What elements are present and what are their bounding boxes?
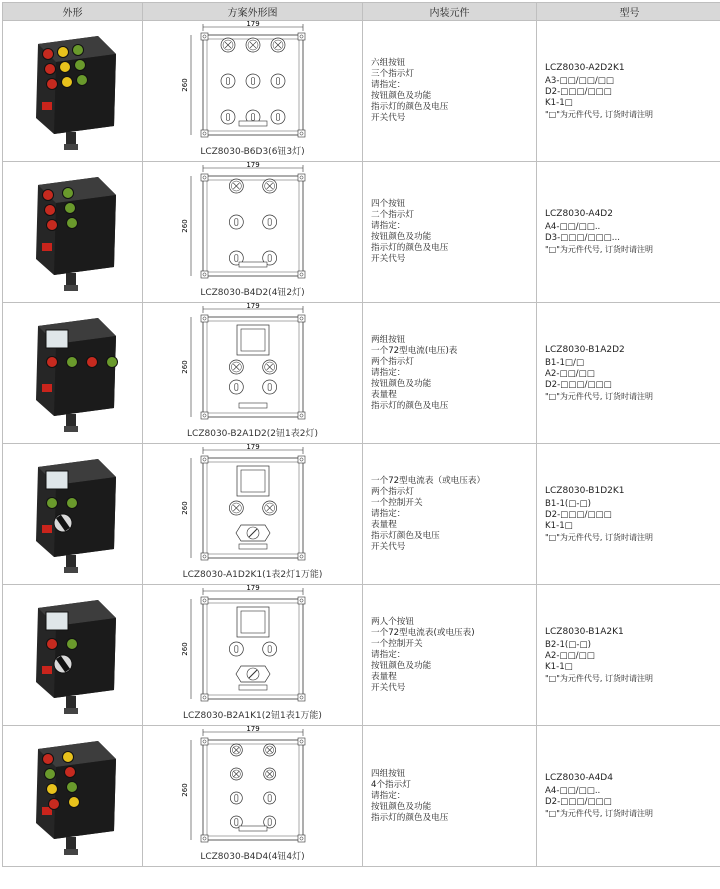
- indicator-lamp: [66, 218, 77, 229]
- component-line: 表量程: [371, 390, 536, 401]
- component-line: 三个指示灯: [371, 69, 536, 80]
- product-photo: [18, 731, 128, 861]
- indicator-lamp: [44, 64, 55, 75]
- model-code-line: D2-□□□/□□□: [545, 380, 720, 391]
- header-model: 型号: [537, 3, 720, 21]
- photo-cell: [3, 726, 143, 867]
- component-line: 请指定：: [371, 509, 536, 520]
- model-number: LCZ8030-B1D2K1: [545, 486, 720, 497]
- indicator-lamp: [46, 220, 57, 231]
- component-line: 按钮颜色及功能: [371, 661, 536, 672]
- indicator-lamp: [46, 498, 57, 509]
- drawing-cell: [143, 21, 363, 162]
- component-line: 按钮颜色及功能: [371, 232, 536, 243]
- warning-plate: [42, 666, 52, 674]
- indicator-lamp: [46, 784, 57, 795]
- component-line: 一个72型电流表（或电压表）: [371, 476, 536, 487]
- model-note: "□"为元件代号, 订货时请注明: [545, 532, 720, 543]
- width-dimension: 179: [246, 444, 259, 451]
- model-code-line: A2-□□/□□: [545, 369, 720, 380]
- model-number: LCZ8030-A4D4: [545, 773, 720, 784]
- indicator-lamp: [42, 754, 53, 765]
- height-dimension: 260: [181, 501, 189, 514]
- model-cell: [537, 585, 720, 726]
- indicator-lamp: [72, 45, 83, 56]
- drawing-caption: LCZ8030-A1D2K1(1表2灯1万能): [143, 567, 362, 580]
- indicator-lamp: [62, 752, 73, 763]
- components-cell: [363, 21, 537, 162]
- photo-cell: [3, 444, 143, 585]
- width-dimension: 179: [246, 303, 259, 310]
- components-cell: [363, 162, 537, 303]
- model-code-line: D3-□□□/□□□...: [545, 233, 720, 244]
- meter-window: [46, 471, 68, 489]
- indicator-lamp: [66, 498, 77, 509]
- drawing-caption: LCZ8030-B2A1K1(2钮1表1万能): [143, 708, 362, 721]
- width-dimension: 179: [246, 21, 259, 28]
- component-line: 一个控制开关: [371, 498, 536, 509]
- warning-plate: [42, 243, 52, 251]
- model-code-line: D2-□□□/□□□: [545, 510, 720, 521]
- component-line: 一个72型电流表(或电压表): [371, 628, 536, 639]
- drawing-caption: LCZ8030-B6D3(6钮3灯): [143, 144, 362, 157]
- model-note: "□"为元件代号, 订货时请注明: [545, 391, 720, 402]
- indicator-lamp: [66, 639, 77, 650]
- drawing-cell: [143, 726, 363, 867]
- header-components: 内装元件: [363, 3, 537, 21]
- component-line: 按钮颜色及功能: [371, 91, 536, 102]
- component-line: 表量程: [371, 672, 536, 683]
- model-note: "□"为元件代号, 订货时请注明: [545, 109, 720, 120]
- component-line: 请指定：: [371, 650, 536, 661]
- component-line: 表量程: [371, 520, 536, 531]
- component-line: 开关代号: [371, 683, 536, 694]
- table-row: [3, 585, 720, 726]
- model-note: "□"为元件代号, 订货时请注明: [545, 673, 720, 684]
- table-row: [3, 162, 720, 303]
- width-dimension: 179: [246, 585, 259, 592]
- model-number: LCZ8030-B1A2K1: [545, 627, 720, 638]
- indicator-lamp: [66, 357, 77, 368]
- indicator-lamp: [64, 767, 75, 778]
- warning-plate: [42, 525, 52, 533]
- model-note: "□"为元件代号, 订货时请注明: [545, 808, 720, 819]
- indicator-lamp: [46, 79, 57, 90]
- model-code-line: A2-□□/□□: [545, 651, 720, 662]
- model-code-line: K1-1□: [545, 662, 720, 673]
- indicator-lamp: [42, 49, 53, 60]
- component-line: 指示灯的颜色及电压: [371, 401, 536, 412]
- table-row: [3, 303, 720, 444]
- indicator-lamp: [46, 357, 57, 368]
- scheme-drawing: [173, 303, 333, 423]
- indicator-lamp: [59, 62, 70, 73]
- component-line: 请指定：: [371, 221, 536, 232]
- model-code-line: K1-1□: [545, 521, 720, 532]
- header-row: [3, 3, 720, 21]
- component-line: 指示灯的颜色及电压: [371, 243, 536, 254]
- height-dimension: 260: [181, 783, 189, 796]
- height-dimension: 260: [181, 78, 189, 91]
- indicator-lamp: [57, 47, 68, 58]
- component-line: 指示灯的颜色及电压: [371, 813, 536, 824]
- model-code-line: A3-□□/□□/□□: [545, 76, 720, 87]
- height-dimension: 260: [181, 219, 189, 232]
- drawing-cell: [143, 303, 363, 444]
- scheme-drawing: [173, 726, 333, 846]
- indicator-lamp: [64, 203, 75, 214]
- components-cell: [363, 444, 537, 585]
- photo-cell: [3, 585, 143, 726]
- component-line: 开关代号: [371, 113, 536, 124]
- indicator-lamp: [86, 357, 97, 368]
- product-photo: [18, 26, 128, 156]
- table-row: [3, 726, 720, 867]
- component-line: 按钮颜色及功能: [371, 802, 536, 813]
- indicator-lamp: [66, 782, 77, 793]
- indicator-lamp: [74, 60, 85, 71]
- drawing-cell: [143, 162, 363, 303]
- indicator-lamp: [48, 799, 59, 810]
- model-cell: [537, 444, 720, 585]
- component-line: 六组按钮: [371, 58, 536, 69]
- component-line: 四个按钮: [371, 199, 536, 210]
- component-line: 两人个按钮: [371, 617, 536, 628]
- header-shape: 外形: [3, 3, 143, 21]
- component-line: 两组按钮: [371, 335, 536, 346]
- component-line: 请指定：: [371, 791, 536, 802]
- indicator-lamp: [61, 77, 72, 88]
- component-line: 两个指示灯: [371, 357, 536, 368]
- component-line: 两个指示灯: [371, 487, 536, 498]
- model-note: "□"为元件代号, 订货时请注明: [545, 244, 720, 255]
- component-line: 请指定：: [371, 368, 536, 379]
- warning-plate: [42, 102, 52, 110]
- model-cell: [537, 726, 720, 867]
- model-cell: [537, 162, 720, 303]
- indicator-lamp: [62, 188, 73, 199]
- photo-cell: [3, 162, 143, 303]
- components-cell: [363, 585, 537, 726]
- model-code-line: A4-□□/□□..: [545, 786, 720, 797]
- component-line: 开关代号: [371, 542, 536, 553]
- indicator-lamp: [44, 205, 55, 216]
- model-number: LCZ8030-A2D2K1: [545, 63, 720, 74]
- scheme-drawing: [173, 585, 333, 705]
- model-cell: [537, 303, 720, 444]
- indicator-lamp: [42, 190, 53, 201]
- drawing-caption: LCZ8030-B4D2(4钮2灯): [143, 285, 362, 298]
- indicator-lamp: [44, 769, 55, 780]
- component-line: 四组按钮: [371, 769, 536, 780]
- component-line: 按钮颜色及功能: [371, 379, 536, 390]
- width-dimension: 179: [246, 162, 259, 169]
- drawing-cell: [143, 585, 363, 726]
- indicator-lamp: [46, 639, 57, 650]
- model-code-line: B1-1□/□: [545, 358, 720, 369]
- components-cell: [363, 726, 537, 867]
- drawing-cell: [143, 444, 363, 585]
- component-line: 一个控制开关: [371, 639, 536, 650]
- table-row: [3, 21, 720, 162]
- model-number: LCZ8030-A4D2: [545, 209, 720, 220]
- indicator-lamp: [68, 797, 79, 808]
- product-table: [2, 2, 720, 867]
- height-dimension: 260: [181, 642, 189, 655]
- product-photo: [18, 590, 128, 720]
- component-line: 指示灯颜色及电压: [371, 531, 536, 542]
- header-drawing: 方案外形图: [143, 3, 363, 21]
- drawing-caption: LCZ8030-B2A1D2(2钮1表2灯): [143, 426, 362, 439]
- meter-window: [46, 612, 68, 630]
- model-code-line: A4-□□/□□..: [545, 222, 720, 233]
- model-cell: [537, 21, 720, 162]
- photo-cell: [3, 21, 143, 162]
- component-line: 4个指示灯: [371, 780, 536, 791]
- component-line: 开关代号: [371, 254, 536, 265]
- scheme-drawing: [173, 21, 333, 141]
- model-code-line: K1-1□: [545, 98, 720, 109]
- product-photo: [18, 308, 128, 438]
- product-photo: [18, 167, 128, 297]
- product-photo: [18, 449, 128, 579]
- component-line: 二个指示灯: [371, 210, 536, 221]
- model-code-line: D2-□□□/□□□: [545, 87, 720, 98]
- height-dimension: 260: [181, 360, 189, 373]
- meter-window: [46, 330, 68, 348]
- table-row: [3, 444, 720, 585]
- model-code-line: B1-1(□-□): [545, 499, 720, 510]
- warning-plate: [42, 384, 52, 392]
- model-code-line: D2-□□□/□□□: [545, 797, 720, 808]
- photo-cell: [3, 303, 143, 444]
- components-cell: [363, 303, 537, 444]
- indicator-lamp: [76, 75, 87, 86]
- scheme-drawing: [173, 444, 333, 564]
- component-line: 一个72型电流(电压)表: [371, 346, 536, 357]
- scheme-drawing: [173, 162, 333, 282]
- drawing-caption: LCZ8030-B4D4(4钮4灯): [143, 849, 362, 862]
- component-line: 请指定：: [371, 80, 536, 91]
- indicator-lamp: [106, 357, 117, 368]
- model-code-line: B2-1(□-□): [545, 640, 720, 651]
- model-number: LCZ8030-B1A2D2: [545, 345, 720, 356]
- width-dimension: 179: [246, 726, 259, 733]
- component-line: 指示灯的颜色及电压: [371, 102, 536, 113]
